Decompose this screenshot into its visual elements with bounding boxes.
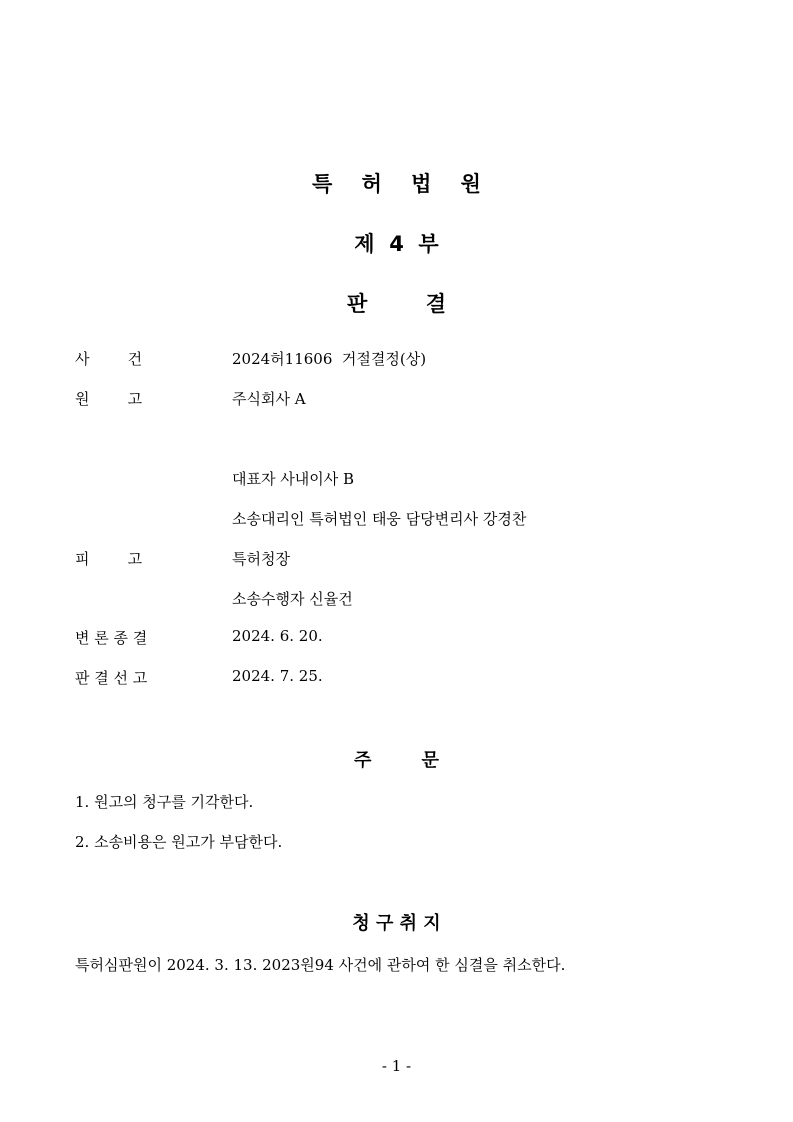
closing-argument-date: 2024. 6. 20. (232, 627, 323, 645)
plaintiff-label: 원 고 (75, 390, 143, 408)
defendant-row (0, 548, 793, 572)
plaintiff-value: 주식회사 A (232, 390, 306, 408)
court-name: 특 허 법 원 (312, 172, 481, 196)
claim-title: 청 구 취 지 (352, 913, 441, 934)
claim-text: 특허심판원이 2024. 3. 13. 2023원94 사건에 관하여 한 심결을 취소한다. (75, 956, 566, 974)
defendant-label: 피 고 (75, 550, 143, 568)
plaintiff-attorney-row (0, 508, 793, 532)
division-name: 제 4 부 (354, 232, 439, 256)
closing-argument-row (0, 627, 793, 651)
plaintiff-representative-row (0, 468, 793, 492)
order-item-2: 2. 소송비용은 원고가 부담한다. (75, 833, 283, 851)
judgment-date-row (0, 667, 793, 691)
case-label: 사 건 (75, 350, 143, 368)
case-row (0, 348, 793, 372)
defendant-agent-value: 소송수행자 신율건 (232, 590, 353, 608)
closing-argument-label: 변 론 종 결 (75, 629, 148, 647)
defendant-agent-row (0, 588, 793, 612)
plaintiff-attorney-value: 소송대리인 특허법인 태웅 담당변리사 강경찬 (232, 510, 527, 528)
order-title: 주 문 (354, 750, 439, 771)
document-type-title: 판 결 (346, 292, 447, 316)
judgment-date-label: 판 결 선 고 (75, 669, 148, 687)
plaintiff-row (0, 388, 793, 412)
page-number: - 1 - (381, 1057, 412, 1075)
blank-row (0, 428, 793, 452)
order-item-1: 1. 원고의 청구를 기각한다. (75, 793, 254, 811)
case-value: 2024허11606 거절결정(상) (232, 350, 427, 368)
defendant-value: 특허청장 (232, 550, 290, 568)
judgment-date-value: 2024. 7. 25. (232, 667, 323, 685)
plaintiff-representative-value: 대표자 사내이사 B (232, 470, 354, 488)
